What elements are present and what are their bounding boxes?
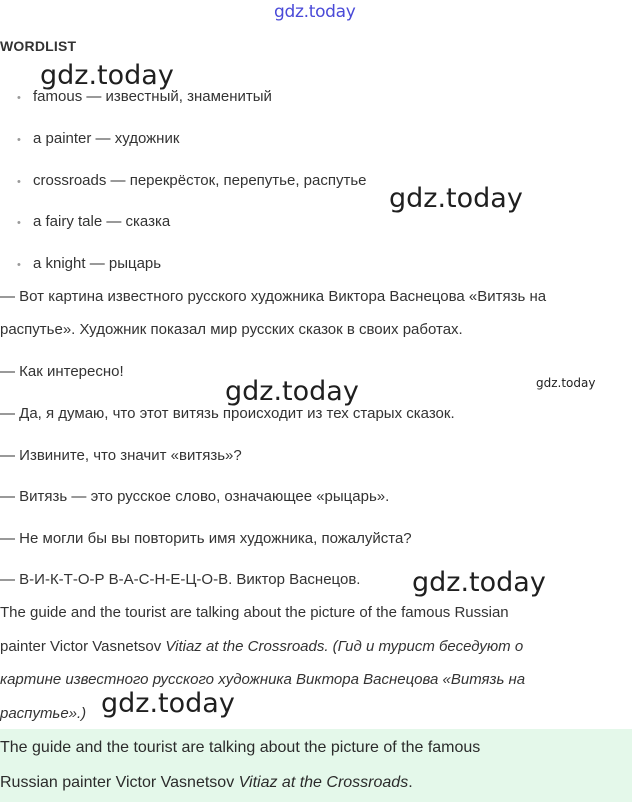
watermark-small: gdz.today: [536, 376, 596, 390]
wordlist-heading: WORDLIST: [0, 38, 77, 54]
dialogue-line: — Да, я думаю, что этот витязь происходит из тех старых сказок.: [0, 405, 455, 422]
watermark-top: gdz.today: [274, 2, 356, 22]
explanation-line: [0, 671, 525, 688]
wordlist-item: [17, 130, 179, 147]
watermark: gdz.today: [40, 60, 174, 91]
explanation-line: [0, 638, 523, 655]
wordlist-item-text: a knight — рыцарь: [33, 255, 162, 272]
bullet-icon: •: [17, 217, 21, 229]
explanation-italic-text: распутье».): [0, 705, 87, 722]
explanation-italic-text: Vitiaz at the Crossroads. (Гид и турист беседуют о: [165, 638, 524, 655]
answer-text-end: .: [408, 774, 413, 791]
wordlist-item: [17, 172, 367, 189]
explanation-line: [0, 705, 86, 722]
bullet-icon: •: [17, 134, 21, 146]
watermark: gdz.today: [225, 376, 359, 407]
explanation-italic-text: картине известного русского художника Виктора Васнецова «Витязь на: [0, 671, 526, 688]
explanation-text: painter Victor Vasnetsov: [0, 638, 166, 655]
wordlist-item-text: a painter — художник: [33, 130, 180, 147]
bullet-icon: •: [17, 259, 21, 271]
dialogue-line: — Извините, что значит «витязь»?: [0, 447, 242, 464]
answer-italic-text: Vitiaz at the Crossroads: [238, 774, 409, 791]
answer-text: Russian painter Victor Vasnetsov: [0, 774, 239, 791]
answer-line: [0, 774, 413, 792]
bullet-icon: •: [17, 176, 21, 188]
explanation-line: The guide and the tourist are talking about the picture of the famous Russian: [0, 604, 509, 621]
wordlist-item-text: crossroads — перекрёсток, перепутье, распутье: [33, 172, 367, 189]
wordlist-item: [17, 88, 272, 105]
wordlist-item-text: famous — известный, знаменитый: [33, 88, 272, 105]
watermark: gdz.today: [101, 688, 235, 719]
watermark: gdz.today: [412, 567, 546, 598]
watermark: gdz.today: [389, 183, 523, 214]
answer-box: [0, 729, 632, 802]
dialogue-line: — Как интересно!: [0, 363, 124, 380]
bullet-icon: •: [17, 92, 21, 104]
dialogue-line: — В-И-К-Т-О-Р В-А-С-Н-Е-Ц-О-В. Виктор Васнецов.: [0, 571, 361, 588]
wordlist-item: [17, 255, 161, 272]
wordlist-item-text: a fairy tale — сказка: [33, 213, 171, 230]
dialogue-line: — Витязь — это русское слово, означающее «рыцарь».: [0, 488, 390, 505]
dialogue-line: — Вот картина известного русского художника Виктора Васнецова «Витязь на: [0, 288, 547, 305]
dialogue-line: — Не могли бы вы повторить имя художника, пожалуйста?: [0, 530, 412, 547]
wordlist-item: [17, 213, 170, 230]
dialogue-line: распутье». Художник показал мир русских сказок в своих работах.: [0, 321, 463, 338]
answer-line: The guide and the tourist are talking about the picture of the famous: [0, 739, 481, 756]
